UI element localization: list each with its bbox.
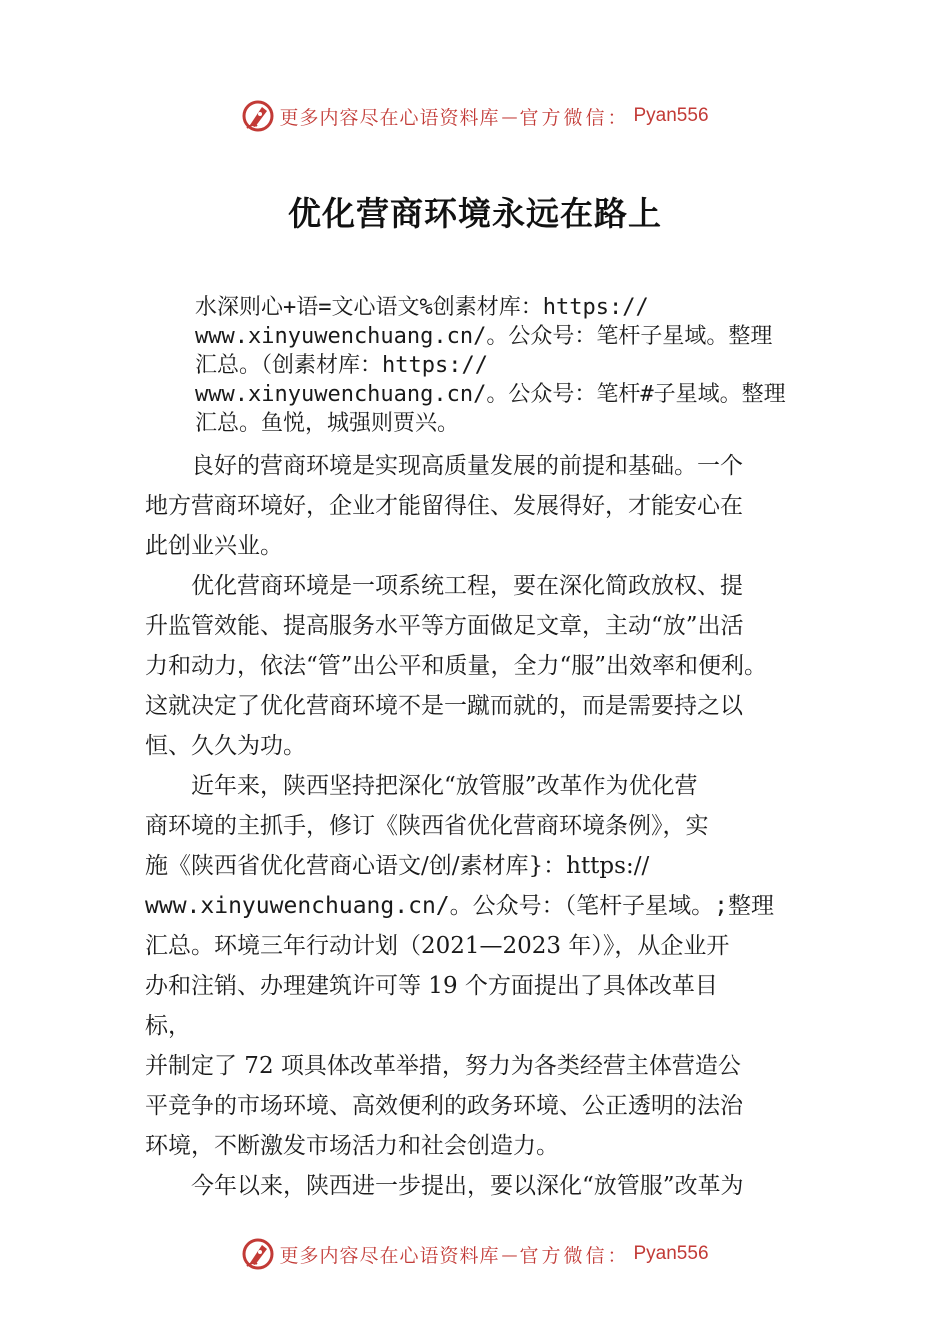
paragraph-line: www.xinyuwenchuang.cn/。公众号：（笔杆子星域。;整理 — [145, 893, 774, 919]
footer-banner — [0, 1234, 950, 1274]
header-wechat-label: 官方微信： — [519, 106, 630, 129]
paragraph-line: 商环境的主抓手，修订《陕西省优化营商环境条例》，实 — [145, 813, 709, 839]
paragraph-3 — [145, 766, 825, 1166]
paragraph-line: 并制定了 72 项具体改革举措，努力为各类经营主体营造公 — [145, 1053, 741, 1079]
paragraph-line: 此创业兴业。 — [145, 533, 283, 559]
paragraph-line: 良好的营商环境是实现高质量发展的前提和基础。一个 — [145, 453, 743, 479]
paragraph-line: 地方营商环境好，企业才能留得住、发展得好，才能安心在 — [145, 493, 743, 519]
paragraph-4 — [145, 1166, 825, 1206]
source-note-line: 水深则心+语=文心语文%创素材库：https:// — [195, 295, 649, 320]
paragraph-line: 今年以来，陕西进一步提出，要以深化“放管服”改革为 — [145, 1173, 744, 1199]
paragraph-line: 这就决定了优化营商环境不是一蹴而就的，而是需要持之以 — [145, 693, 743, 719]
header-wechat-id: Pyan556 — [633, 105, 709, 126]
source-note-line: 汇总。鱼悦，城强则贾兴。 — [195, 411, 460, 436]
document-title: 优化营商环境永远在路上 — [288, 194, 662, 233]
paragraph-line: 优化营商环境是一项系统工程，要在深化简政放权、提 — [145, 573, 743, 599]
paragraph-line: 近年来，陕西坚持把深化“放管服”改革作为优化营 — [145, 773, 698, 799]
paragraph-line: 标， — [145, 1013, 191, 1039]
source-note-line: www.xinyuwenchuang.cn/。公众号：笔杆#子星域。整理 — [195, 382, 786, 407]
paragraph-line: 施《陕西省优化营商心语文/创/素材库}：https:// — [145, 853, 650, 879]
footer-banner-separator: — — [501, 1244, 518, 1264]
source-note-line: 汇总。（创素材库：https:// — [195, 353, 488, 378]
paragraph-line: 力和动力，依法“管”出公平和质量，全力“服”出效率和便利。 — [145, 653, 768, 679]
paragraph-2 — [145, 566, 825, 766]
paragraph-line: 办和注销、办理建筑许可等 19 个方面提出了具体改革目 — [145, 973, 718, 999]
header-banner — [0, 96, 950, 136]
header-banner-text: 更多内容尽在心语资料库 — [279, 106, 500, 129]
paragraph-line: 升监管效能、提高服务水平等方面做足文章，主动“放”出活 — [145, 613, 744, 639]
paragraph-line: 汇总。环境三年行动计划（2021—2023 年）》，从企业开 — [145, 933, 730, 959]
header-banner-separator: — — [501, 106, 518, 126]
footer-wechat-label: 官方微信： — [519, 1244, 630, 1267]
paragraph-line: 平竞争的市场环境、高效便利的政务环境、公正透明的法治 — [145, 1093, 743, 1119]
source-note-line: www.xinyuwenchuang.cn/。公众号：笔杆子星域。整理 — [195, 324, 773, 349]
footer-wechat-id: Pyan556 — [633, 1243, 709, 1264]
footer-banner-text: 更多内容尽在心语资料库 — [279, 1244, 500, 1267]
article-body — [145, 446, 825, 1206]
source-note — [195, 293, 825, 438]
paragraph-1 — [145, 446, 825, 566]
pen-nib-logo-icon — [241, 1237, 275, 1271]
pen-nib-logo-icon — [241, 99, 275, 133]
paragraph-line: 恒、久久为功。 — [145, 733, 306, 759]
paragraph-line: 环境，不断激发市场活力和社会创造力。 — [145, 1133, 559, 1159]
